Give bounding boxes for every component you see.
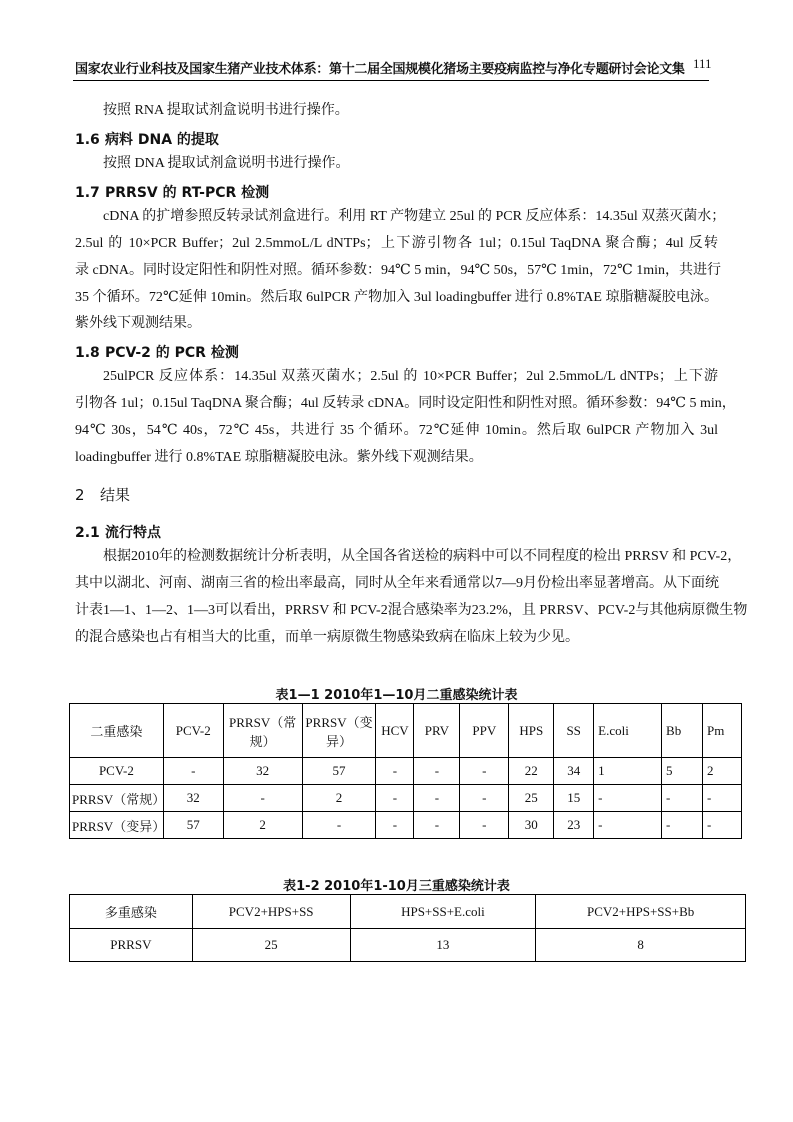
table-cell: 2 xyxy=(702,758,741,785)
paragraph-line: cDNA 的扩增参照反转录试剂盒进行。利用 RT 产物建立 25ul 的 PCR 反应体系：14.35ul 双蒸灭菌水； xyxy=(103,209,726,224)
section-number: 1.7 xyxy=(75,185,100,201)
table-row xyxy=(70,758,742,785)
table-cell: - xyxy=(376,785,414,812)
table-cell: - xyxy=(163,758,223,785)
table-cell: - xyxy=(414,785,460,812)
table-cell: - xyxy=(702,785,741,812)
table-cell: 57 xyxy=(302,758,376,785)
column-header: Bb xyxy=(662,704,703,758)
column-header: 二重感染 xyxy=(70,704,164,758)
table-cell: - xyxy=(223,785,302,812)
table-cell: - xyxy=(302,812,376,839)
paragraph-line: loadingbuffer 进行 0.8%TAE 琼脂糖凝胶电泳。紫外线下观测结果。 xyxy=(75,450,483,465)
table-cell: 22 xyxy=(509,758,554,785)
column-header: PPV xyxy=(460,704,509,758)
section-heading-1-6 xyxy=(75,129,219,149)
section-number: 2.1 xyxy=(75,525,100,541)
paragraph-line: 按照 DNA 提取试剂盒说明书进行操作。 xyxy=(103,156,350,171)
paragraph-line: 其中以湖北、河南、湖南三省的检出率最高，同时从全年来看通常以7—9月份检出率显著增高。从下面统 xyxy=(75,576,719,591)
column-header: PCV2+HPS+SS+Bb xyxy=(536,895,746,929)
table-cell: 1 xyxy=(594,758,662,785)
column-header: PCV-2 xyxy=(163,704,223,758)
column-header: PRV xyxy=(414,704,460,758)
table-cell: - xyxy=(376,758,414,785)
section-title: PRRSV 的 RT-PCR 检测 xyxy=(105,185,270,201)
table-cell: 57 xyxy=(163,812,223,839)
table-cell: - xyxy=(594,785,662,812)
table-cell: 15 xyxy=(554,785,594,812)
column-header: HPS xyxy=(509,704,554,758)
section-number: 1.6 xyxy=(75,132,100,148)
table-cell: - xyxy=(702,812,741,839)
table-cell: 2 xyxy=(302,785,376,812)
table-cell: 25 xyxy=(192,929,350,962)
section-heading-2-1 xyxy=(75,522,161,542)
paragraph-line: 计表1—1、1—2、1—3可以看出，PRRSV 和 PCV-2混合感染率为23.2%，且 PRRSV、PCV-2与其他病原微生物 xyxy=(75,603,748,618)
section-heading-1-7 xyxy=(75,182,269,202)
table-cell: - xyxy=(414,812,460,839)
table-row xyxy=(70,929,746,962)
section-title: 流行特点 xyxy=(105,525,161,541)
table-cell: 8 xyxy=(536,929,746,962)
column-header: SS xyxy=(554,704,594,758)
section-number: 2 xyxy=(75,486,85,504)
paragraph-line: 94℃ 30s，54℃ 40s，72℃ 45s，共进行 35 个循环。72℃延伸 10min。然后取 6ulPCR 产物加入 3ul xyxy=(75,423,718,438)
column-header: HPS+SS+E.coli xyxy=(350,895,536,929)
column-header: HCV xyxy=(376,704,414,758)
table-cell: PCV-2 xyxy=(70,758,164,785)
table-cell: 13 xyxy=(350,929,536,962)
column-header: PRRSV（变异） xyxy=(302,704,376,758)
column-header: PCV2+HPS+SS xyxy=(192,895,350,929)
table-cell: - xyxy=(414,758,460,785)
table-row xyxy=(70,812,742,839)
table-cell: - xyxy=(460,785,509,812)
table-cell: 25 xyxy=(509,785,554,812)
column-header: 多重感染 xyxy=(70,895,193,929)
section-title: 病料 DNA 的提取 xyxy=(105,132,219,148)
table-cell: - xyxy=(594,812,662,839)
column-header: Pm xyxy=(702,704,741,758)
table-1-caption: 表1—1 2010年1—10月二重感染统计表 xyxy=(275,688,518,703)
table-cell: - xyxy=(460,812,509,839)
section-title: 结果 xyxy=(100,486,131,504)
section-heading-1-8 xyxy=(75,342,239,362)
section-title: PCV-2 的 PCR 检测 xyxy=(105,345,239,361)
paragraph-line: 根据2010年的检测数据统计分析表明，从全国各省送检的病料中可以不同程度的检出 PRRSV 和 PCV-2， xyxy=(103,549,742,564)
table-cell: 5 xyxy=(662,758,703,785)
paragraph-line: 的混合感染也占有相当大的比重，而单一病原微生物感染致病在临床上较为少见。 xyxy=(75,630,579,645)
table-row xyxy=(70,785,742,812)
table-header-row xyxy=(70,895,746,929)
table-2-caption: 表1-2 2010年1-10月三重感染统计表 xyxy=(283,879,510,894)
table-1 xyxy=(69,703,742,839)
paragraph-line: 按照 RNA 提取试剂盒说明书进行操作。 xyxy=(103,103,349,118)
table-header-row xyxy=(70,704,742,758)
table-cell: 32 xyxy=(223,758,302,785)
table-cell: PRRSV xyxy=(70,929,193,962)
running-header: 国家农业行业科技及国家生猪产业技术体系：第十二届全国规模化猪场主要疫病监控与净化专题研讨会论文集 xyxy=(75,62,685,77)
table-cell: - xyxy=(662,812,703,839)
table-cell: - xyxy=(460,758,509,785)
header-rule xyxy=(73,80,709,81)
paragraph-line: 紫外线下观测结果。 xyxy=(75,316,201,331)
paragraph-line: 录 cDNA。同时设定阳性和阴性对照。循环参数：94℃ 5 min，94℃ 50s，57℃ 1min，72℃ 1min，共进行 xyxy=(75,263,721,278)
table-cell: PRRSV（常规） xyxy=(70,785,164,812)
table-cell: PRRSV（变异） xyxy=(70,812,164,839)
section-heading-2 xyxy=(75,484,130,505)
paragraph-line: 2.5ul 的 10×PCR Buffer；2ul 2.5mmoL/L dNTPs；上下游引物各 1ul；0.15ul TaqDNA 聚合酶；4ul 反转 xyxy=(75,236,718,251)
table-cell: - xyxy=(662,785,703,812)
column-header: PRRSV（常规） xyxy=(223,704,302,758)
table-cell: 34 xyxy=(554,758,594,785)
page-number: 111 xyxy=(693,56,712,71)
paragraph-line: 35 个循环。72℃延伸 10min。然后取 6ulPCR 产物加入 3ul loadingbuffer 进行 0.8%TAE 琼脂糖凝胶电泳。 xyxy=(75,290,718,305)
table-cell: 32 xyxy=(163,785,223,812)
table-cell: 2 xyxy=(223,812,302,839)
paragraph-line: 25ulPCR 反应体系：14.35ul 双蒸灭菌水；2.5ul 的 10×PCR Buffer；2ul 2.5mmoL/L dNTPs；上下游 xyxy=(103,369,718,384)
section-number: 1.8 xyxy=(75,345,100,361)
paragraph-line: 引物各 1ul；0.15ul TaqDNA 聚合酶；4ul 反转录 cDNA。同时设定阳性和阴性对照。循环参数：94℃ 5 min， xyxy=(75,396,736,411)
table-cell: - xyxy=(376,812,414,839)
table-2 xyxy=(69,894,746,962)
column-header: E.coli xyxy=(594,704,662,758)
table-cell: 30 xyxy=(509,812,554,839)
table-cell: 23 xyxy=(554,812,594,839)
